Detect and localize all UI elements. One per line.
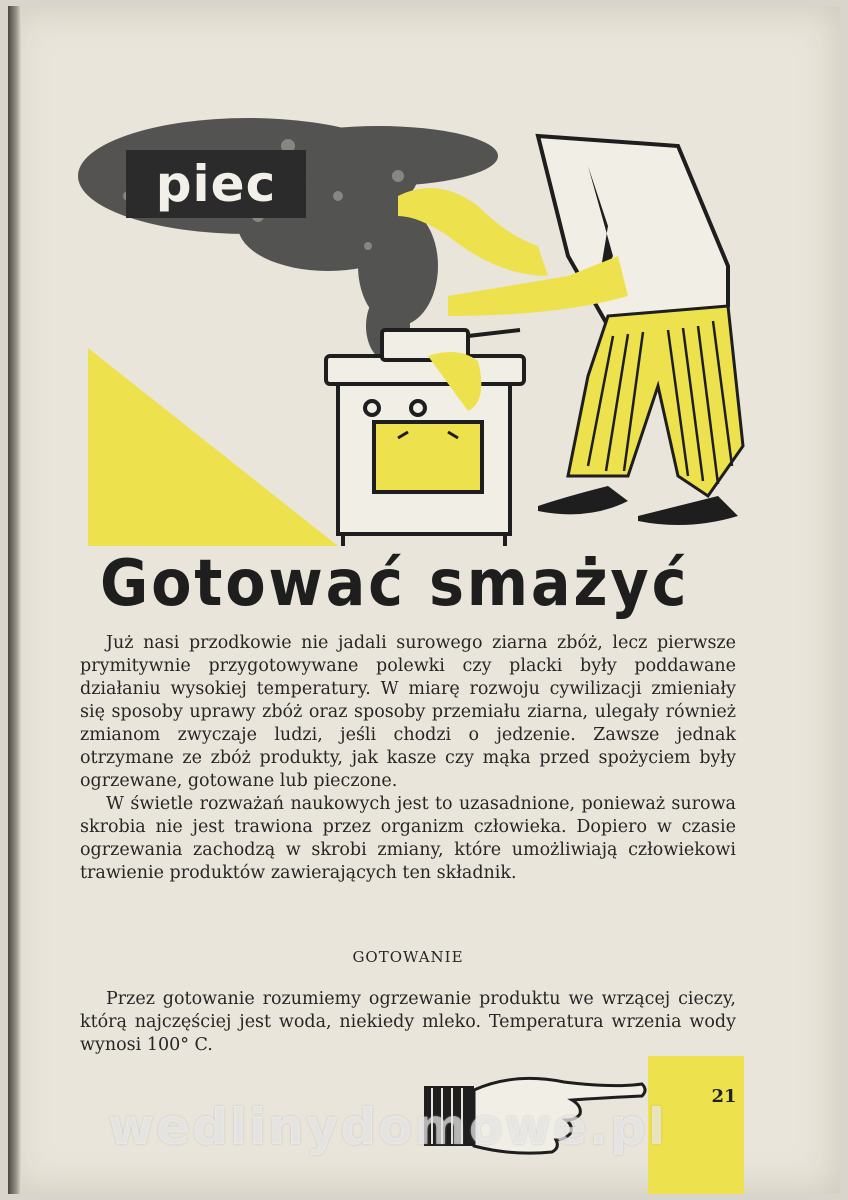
- stove: [326, 356, 524, 546]
- gotowanie-paragraph: Przez gotowanie rozumiemy ogrzewanie produktu we wrzącej cieczy, którą najczęściej jest woda, niekiedy mleko. Temperatura wrzenia wody wynosi 100° C.: [80, 989, 736, 1055]
- page-binding-shadow: [8, 6, 22, 1194]
- intro-text: [80, 632, 736, 885]
- watermark: wedlinydomowe.pl: [108, 1098, 667, 1156]
- section-heading-gotowanie: GOTOWANIE: [352, 948, 464, 966]
- gotowanie-text: [80, 988, 736, 1057]
- book-page: [8, 6, 840, 1194]
- paragraph-2: W świetle rozważań naukowych jest to uzasadnione, ponieważ surowa skrobia nie jest trawiona przez organizm człowieka. Dopiero w czasie ogrzewania zachodzą w skrobi zmiany, które umożliwiają człowiekowi trawienie produktów zawierających ten składnik.: [80, 794, 736, 883]
- yellow-triangle: [88, 348, 338, 546]
- paragraph-1: Już nasi przodkowie nie jadali surowego ziarna zbóż, lecz pierwsze prymitywnie przygotowywane polewki czy placki były poddawane działaniu wysokiej temperatury. W miarę rozwoju cywilizacji zmieniały się sposoby uprawy zbóż oraz sposoby przemiału ziarna, ulegały również zmianom zwyczaje ludzi, jeśli chodzi o jedzenie. Zawsze jednak otrzymane ze zbóż produkty, jak kasze czy mąka przed spożyciem były ogrzewane, gotowane lub pieczone.: [80, 633, 736, 791]
- page-number: 21: [711, 1086, 737, 1107]
- headline: Gotować smażyć: [100, 547, 690, 621]
- piec-label: piec: [126, 150, 306, 218]
